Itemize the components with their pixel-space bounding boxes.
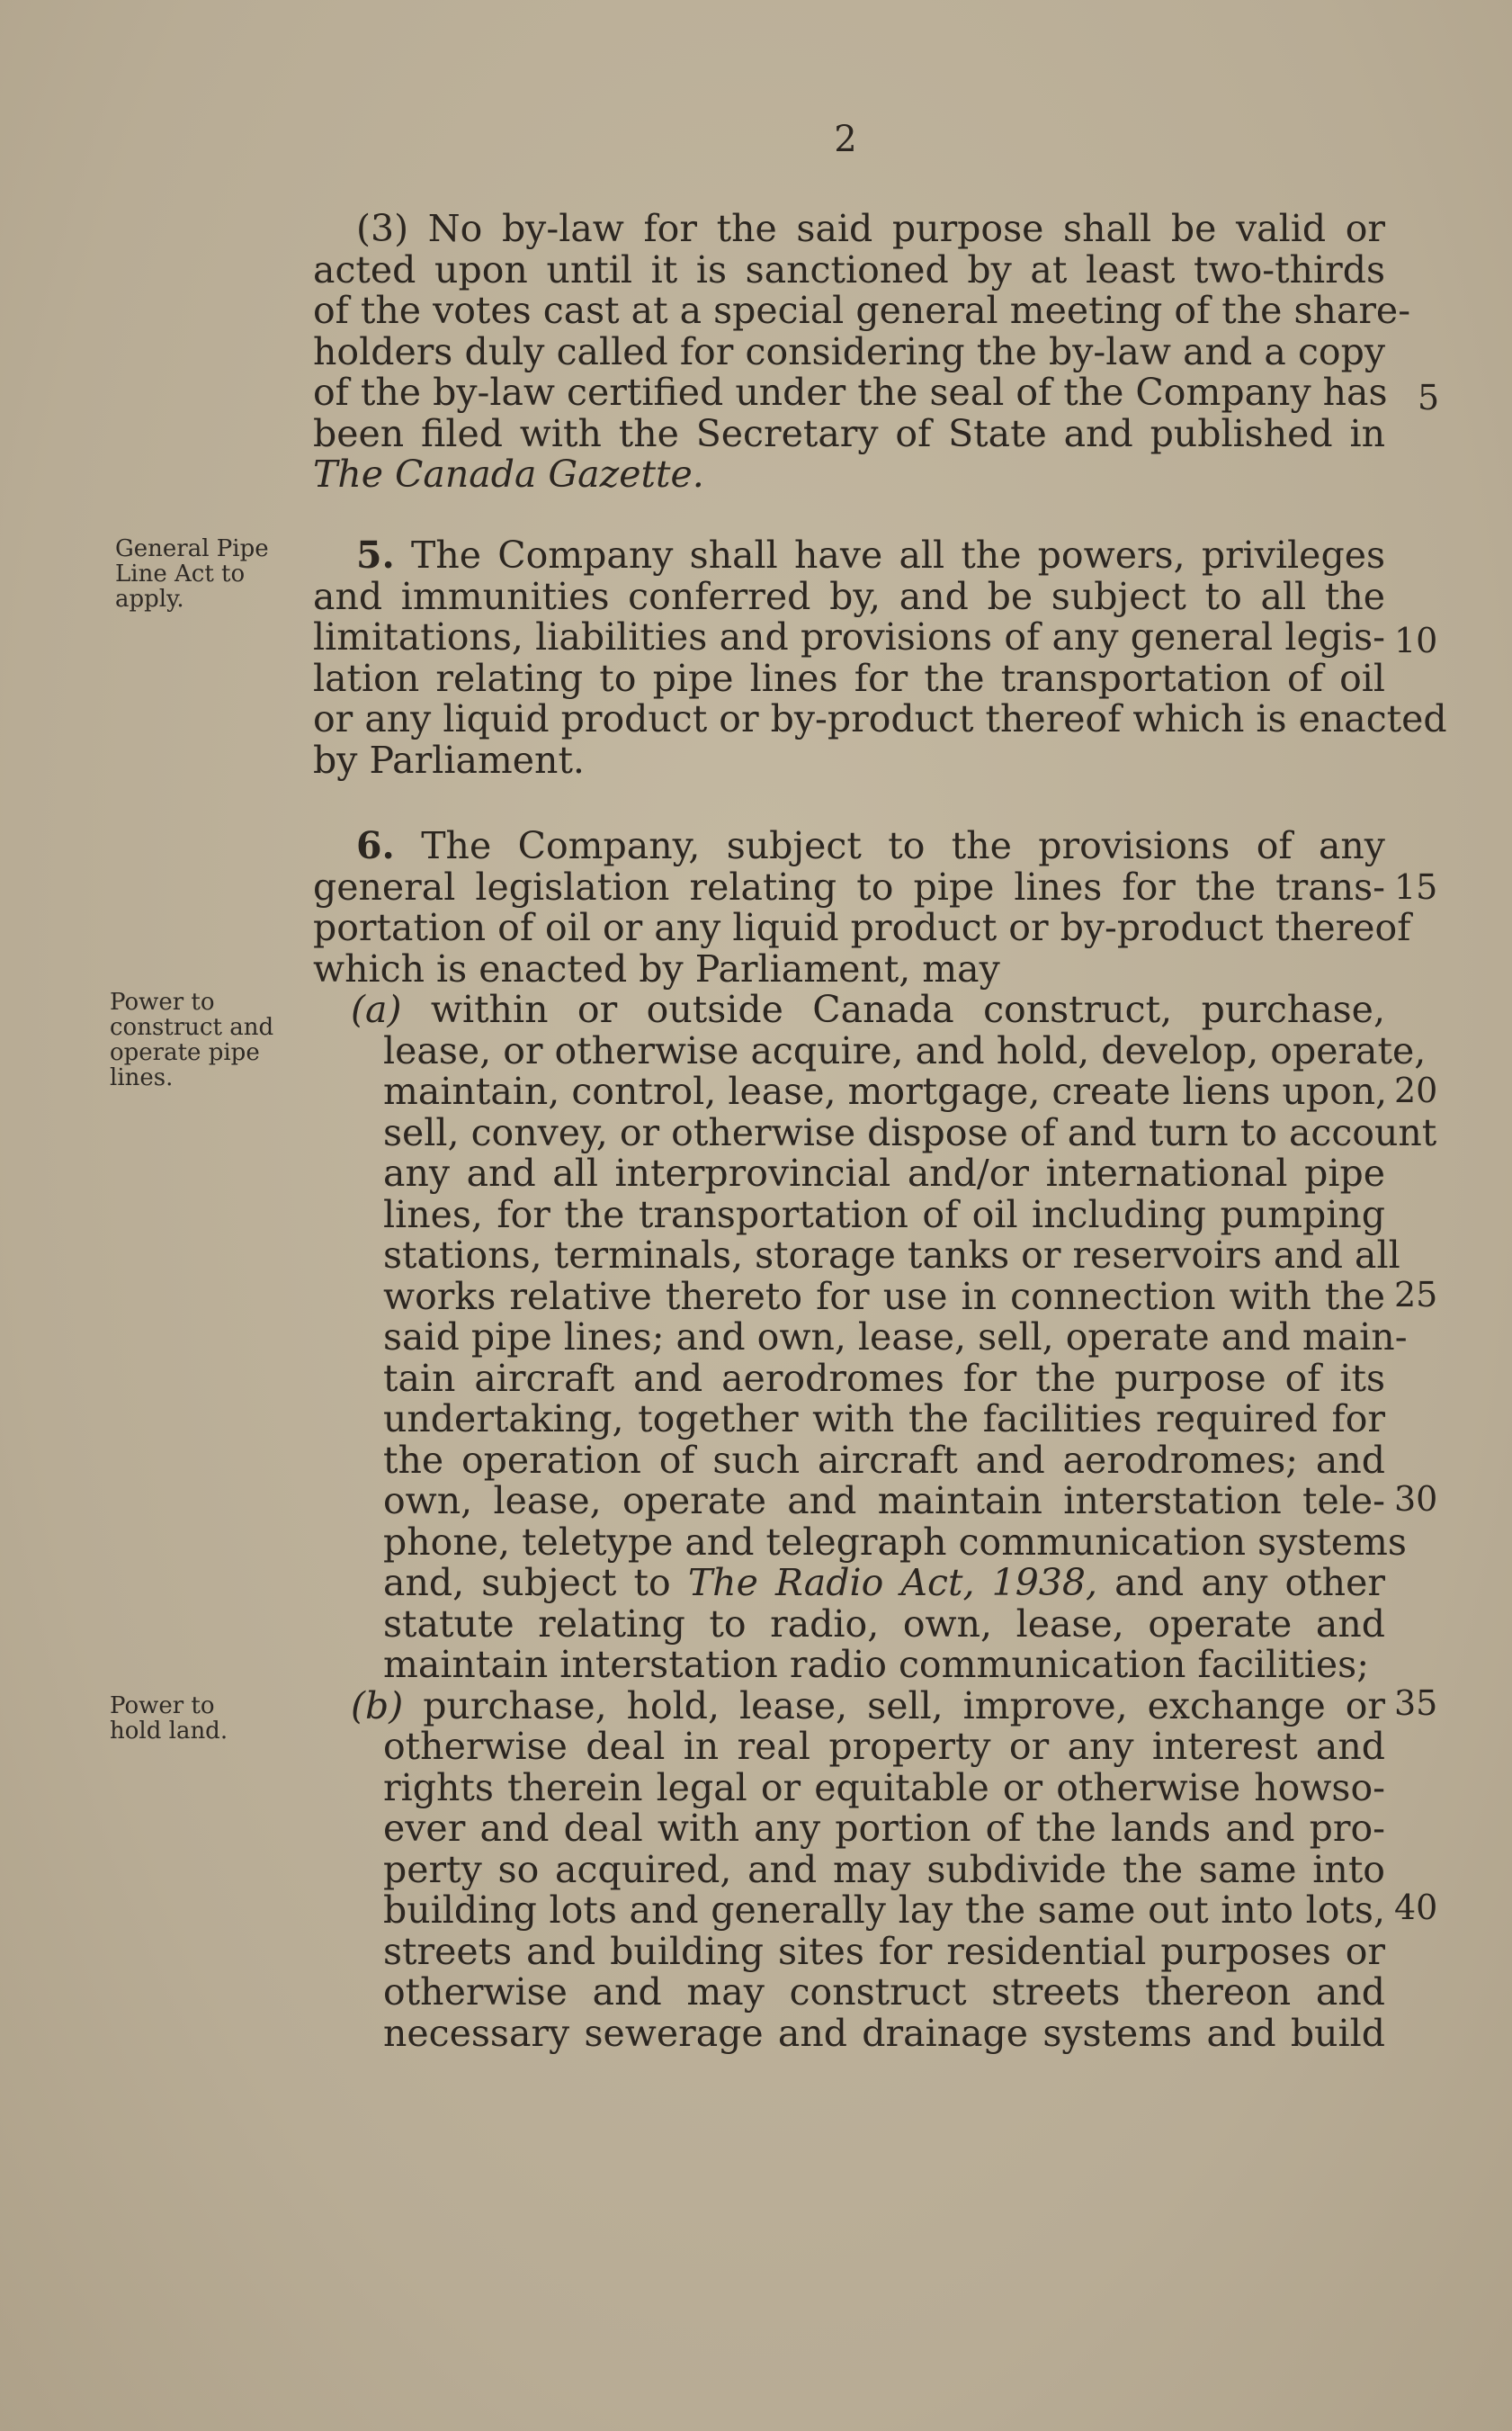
text-line: 6. The Company, subject to the provisions of any (356, 824, 1385, 867)
text-line: been filed with the Secretary of State and published in (313, 411, 1385, 455)
clause-a-line: phone, teletype and telegraph communication systems (383, 1520, 1407, 1564)
clause-a-line: lease, or otherwise acquire, and hold, develop, operate, (383, 1028, 1427, 1072)
clause-a-line: sell, convey, or otherwise dispose of and turn to account (383, 1110, 1437, 1154)
text-line: by Parliament. (313, 738, 585, 782)
canada-gazette-title: The Canada Gazette. (313, 453, 704, 496)
clause-a-line: and, subject to The Radio Act, 1938, and any other (383, 1561, 1385, 1604)
text-line: (3) No by-law for the said purpose shall be valid or (356, 207, 1385, 250)
clause-b-line: necessary sewerage and drainage systems and build (383, 2011, 1385, 2055)
clause-label: (a) (351, 988, 402, 1031)
clause-b-line: otherwise deal in real property or any interest and (383, 1725, 1385, 1768)
text-line: of the votes cast at a special general meeting of the share- (313, 289, 1411, 332)
clause-b-line: (b) purchase, hold, lease, sell, improve, exchange or (351, 1683, 1385, 1727)
clause-a-line: undertaking, together with the facilities required for (383, 1397, 1385, 1440)
clause-a-line: maintain, control, lease, mortgage, create liens upon, (383, 1070, 1388, 1113)
clause-a-line: the operation of such aircraft and aerodromes; and (383, 1438, 1385, 1482)
text-line: general legislation relating to pipe lines for the trans- (313, 865, 1385, 909)
text-line: or any liquid product or by-product thereof which is enacted (313, 697, 1447, 740)
radio-act-title: The Radio Act, 1938, (687, 1561, 1097, 1604)
clause-a-line: own, lease, operate and maintain interstation tele- (383, 1479, 1385, 1522)
margin-note-power-hold-land: Power to hold land. (110, 1692, 228, 1745)
clause-a-line: (a) within or outside Canada construct, purchase, (351, 988, 1385, 1031)
line-number: 40 (1394, 1888, 1438, 1927)
clause-b-line: perty so acquired, and may subdivide the same into (383, 1847, 1385, 1891)
clause-b-line: otherwise and may construct streets thereon and (383, 1970, 1385, 2014)
text-line: 5. The Company shall have all the powers, privileges (356, 534, 1385, 577)
clause-a-line: tain aircraft and aerodromes for the purpose of its (383, 1356, 1385, 1400)
clause-a-line: any and all interprovincial and/or international pipe (383, 1152, 1385, 1195)
text-line: portation of oil or any liquid product or by-product thereof (313, 906, 1411, 949)
text-line: which is enacted by Parliament, may (313, 946, 1000, 991)
clause-a-line: works relative thereto for use in connection with the (383, 1274, 1385, 1318)
margin-note-general-pipe-line: General Pipe Line Act to apply. (115, 535, 269, 613)
line-number: 15 (1394, 867, 1438, 907)
margin-note-power-construct: Power to construct and operate pipe lines. (110, 989, 274, 1091)
clause-b-line: streets and building sites for residential purposes or (383, 1929, 1385, 1973)
clause-b-line: building lots and generally lay the same out into lots, (383, 1888, 1385, 1932)
text-line: acted upon until it is sanctioned by at least two-thirds (313, 247, 1385, 292)
clause-a-line: said pipe lines; and own, lease, sell, operate and main- (383, 1315, 1408, 1359)
text-line: lation relating to pipe lines for the transportation of oil (313, 656, 1385, 700)
clause-a-line: maintain interstation radio communication facilities; (383, 1643, 1370, 1686)
line-number: 25 (1394, 1275, 1438, 1314)
line-number: 5 (1418, 378, 1440, 417)
section-number: 6. (356, 824, 395, 867)
text-line: holders duly called for considering the by-law and a copy (313, 329, 1385, 373)
text-line: of the by-law certified under the seal of the Company has (313, 371, 1388, 414)
clause-a-line: lines, for the transportation of oil including pumping (383, 1192, 1385, 1236)
text-line: and immunities conferred by, and be subject to all the (313, 574, 1385, 618)
line-number: 20 (1394, 1071, 1438, 1110)
clause-label: (b) (351, 1683, 404, 1727)
clause-b-line: ever and deal with any portion of the lands and pro- (383, 1807, 1385, 1850)
section-number: 5. (356, 534, 395, 577)
text-line: limitations, liabilities and provisions of any general legis- (313, 615, 1385, 659)
clause-a-line: statute relating to radio, own, lease, operate and (383, 1601, 1385, 1646)
clause-a-line: stations, terminals, storage tanks or reservoirs and all (383, 1233, 1400, 1277)
line-number: 10 (1394, 621, 1438, 660)
page-number: 2 (834, 119, 857, 160)
line-number: 30 (1394, 1479, 1438, 1519)
paragraph-3 (313, 207, 1411, 496)
clause-b-line: rights therein legal or equitable or otherwise howso- (383, 1765, 1385, 1809)
line-number: 35 (1394, 1683, 1438, 1723)
